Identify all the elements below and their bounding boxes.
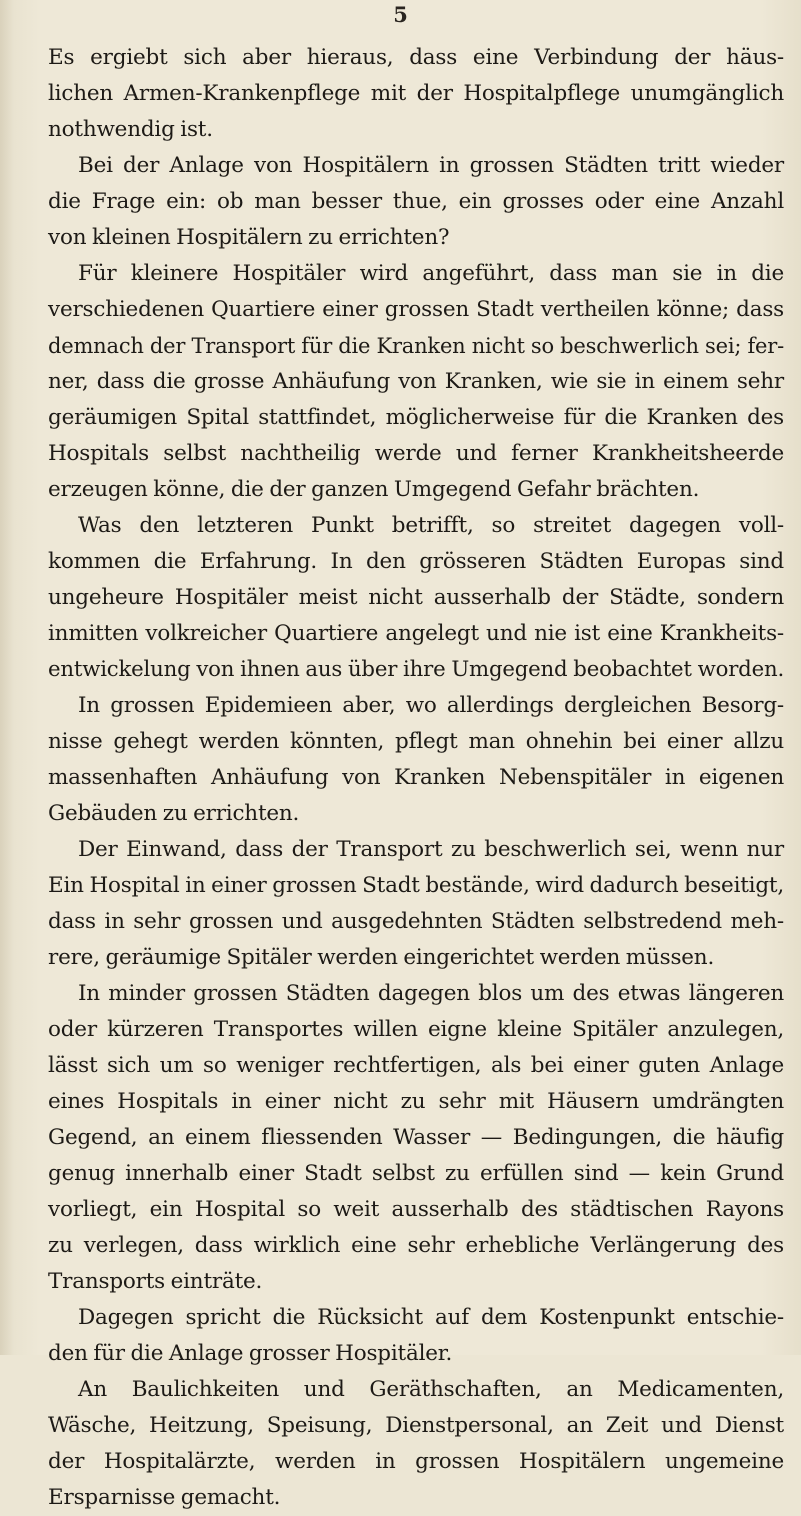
text-line: Was den letzteren Punkt betrifft, so streitet dagegen voll-: [78, 513, 784, 538]
text-line: Es ergiebt sich aber hieraus, dass eine Verbindung der häus-: [48, 45, 784, 70]
text-line: genug innerhalb einer Stadt selbst zu erfüllen sind — kein Grund: [48, 1161, 784, 1186]
text-line: kommen die Erfahrung. In den grösseren Städten Europas sind: [48, 549, 784, 574]
text-line: rere, geräumige Spitäler werden eingerichtet werden müssen.: [48, 945, 715, 970]
text-line: ner, dass die grosse Anhäufung von Kranken, wie sie in einem sehr: [48, 369, 784, 394]
text-line: An Baulichkeiten und Geräthschaften, an Medicamenten,: [78, 1377, 784, 1402]
text-line: lässt sich um so weniger rechtfertigen, als bei einer guten Anlage: [48, 1053, 784, 1078]
text-line: inmitten volkreicher Quartiere angelegt und nie ist eine Krankheits-: [48, 621, 784, 646]
text-line: oder kürzeren Transportes willen eigne kleine Spitäler anzulegen,: [48, 1017, 784, 1042]
text-line: In grossen Epidemieen aber, wo allerdings dergleichen Besorg-: [78, 693, 784, 718]
page-number: 5: [393, 2, 408, 27]
text-line: der Hospitalärzte, werden in grossen Hospitälern ungemeine: [48, 1449, 784, 1474]
text-line: massenhaften Anhäufung von Kranken Nebenspitäler in eigenen: [48, 765, 784, 790]
text-line: verschiedenen Quartiere einer grossen Stadt vertheilen könne; dass: [48, 297, 784, 322]
text-line: ungeheure Hospitäler meist nicht ausserhalb der Städte, sondern: [48, 585, 784, 610]
text-line: Für kleinere Hospitäler wird angeführt, dass man sie in die: [78, 261, 784, 286]
text-line: die Frage ein: ob man besser thue, ein grosses oder eine Anzahl: [48, 189, 784, 214]
text-line: Dagegen spricht die Rücksicht auf dem Kostenpunkt entschie-: [78, 1305, 784, 1330]
text-line: In minder grossen Städten dagegen blos um des etwas längeren: [78, 981, 784, 1006]
text-line: Gegend, an einem fliessenden Wasser — Bedingungen, die häufig: [48, 1125, 784, 1150]
text-line: lichen Armen-Krankenpflege mit der Hospitalpflege unumgänglich: [48, 81, 784, 106]
text-line: Wäsche, Heitzung, Speisung, Dienstpersonal, an Zeit und Dienst: [48, 1413, 784, 1438]
text-line: Ersparnisse gemacht.: [48, 1485, 281, 1510]
text-line: Ein Hospital in einer grossen Stadt bestände, wird dadurch beseitigt,: [48, 873, 784, 898]
text-line: Der Einwand, dass der Transport zu beschwerlich sei, wenn nur: [78, 837, 784, 862]
text-line: Bei der Anlage von Hospitälern in grossen Städten tritt wieder: [78, 153, 784, 178]
text-line: den für die Anlage grosser Hospitäler.: [48, 1341, 453, 1366]
text-line: dass in sehr grossen und ausgedehnten Städten selbstredend meh-: [48, 909, 784, 934]
text-line: Gebäuden zu errichten.: [48, 801, 300, 826]
text-line: geräumigen Spital stattfindet, möglicherweise für die Kranken des: [48, 405, 784, 430]
text-line: eines Hospitals in einer nicht zu sehr mit Häusern umdrängten: [48, 1089, 784, 1114]
body-text: [48, 40, 784, 1516]
text-line: Transports einträte.: [48, 1269, 263, 1294]
text-line: nisse gehegt werden könnten, pflegt man ohnehin bei einer allzu: [48, 729, 784, 754]
text-line: demnach der Transport für die Kranken nicht so beschwerlich sei; fer-: [48, 334, 784, 358]
text-line: erzeugen könne, die der ganzen Umgegend Gefahr brächten.: [48, 477, 700, 502]
text-line: entwickelung von ihnen aus über ihre Umgegend beobachtet worden.: [48, 657, 784, 682]
text-line: von kleinen Hospitälern zu errichten?: [48, 225, 450, 250]
text-line: zu verlegen, dass wirklich eine sehr erhebliche Verlängerung des: [48, 1233, 784, 1258]
text-line: vorliegt, ein Hospital so weit ausserhalb des städtischen Rayons: [48, 1197, 784, 1222]
text-line: Hospitals selbst nachtheilig werde und ferner Krankheitsheerde: [48, 441, 784, 466]
text-line: nothwendig ist.: [48, 117, 213, 142]
